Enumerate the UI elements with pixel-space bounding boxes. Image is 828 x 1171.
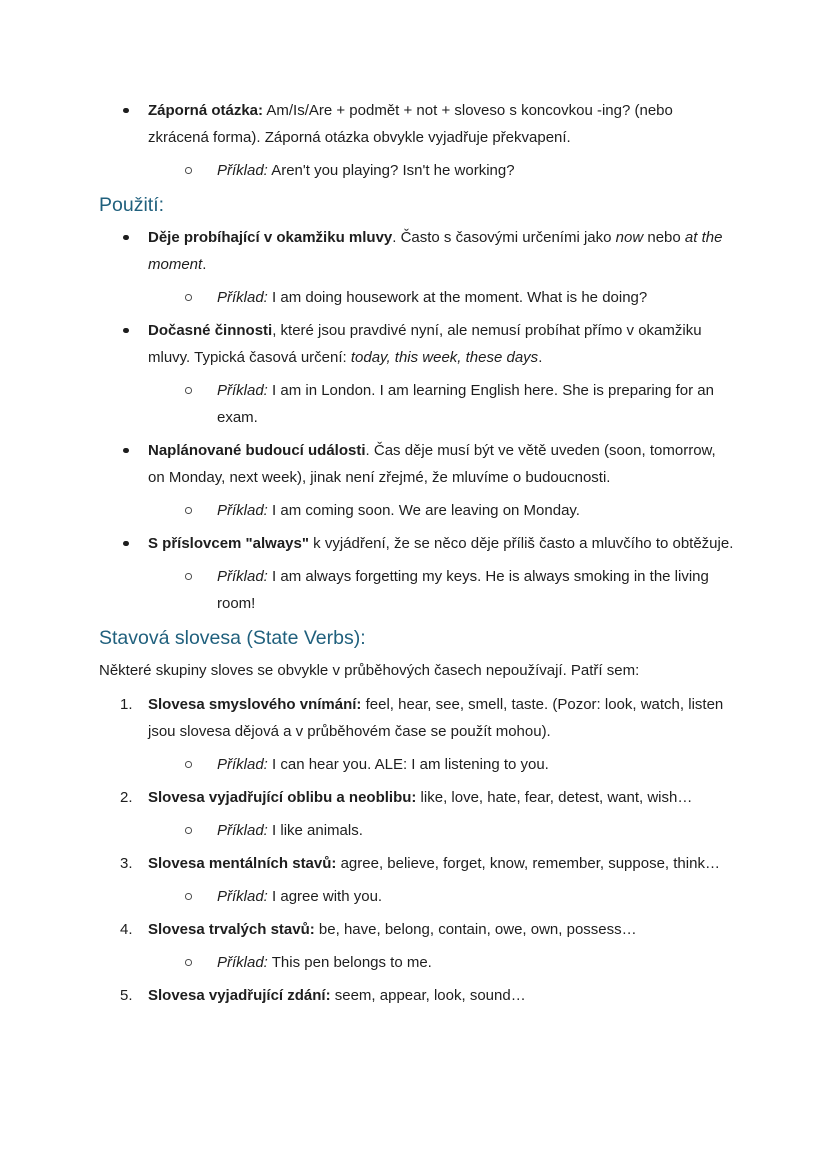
example-item [99, 284, 736, 311]
numbered-text [148, 784, 736, 811]
numbered-item-2 [99, 784, 736, 811]
bullet-item-usage-3 [99, 437, 736, 491]
circle-bullet-icon [185, 883, 217, 900]
example-body: I agree with you. [267, 888, 383, 905]
bullet-item-negative-question [99, 97, 736, 151]
state-verbs-intro: Některé skupiny sloves se obvykle v průběhových časech nepoužívají. Patří sem: [99, 662, 640, 679]
bullet-item-usage-4 [99, 530, 736, 557]
example-body: I am in London. I am learning English here. She is preparing for an exam. [217, 382, 714, 426]
bullet-icon [123, 224, 148, 240]
numbered-text [148, 850, 736, 877]
item-lead: Slovesa vyjadřující zdání: [148, 987, 331, 1004]
item-lead: Dočasné činnosti [148, 322, 273, 339]
section-heading-usage: Použití: [99, 194, 165, 216]
example-body: I like animals. [267, 822, 363, 839]
example-text [217, 817, 736, 844]
circle-bullet-icon [185, 563, 217, 580]
item-lead: Slovesa trvalých stavů: [148, 921, 315, 938]
example-label: Příklad: [217, 289, 268, 306]
item-lead: Záporná otázka: [148, 102, 264, 119]
circle-bullet-icon [185, 949, 217, 966]
example-label: Příklad: [217, 954, 268, 971]
example-item [99, 817, 736, 844]
example-body: I am coming soon. We are leaving on Monday. [267, 502, 580, 519]
item-lead: Slovesa mentálních stavů: [148, 855, 337, 872]
bullet-text [148, 317, 736, 371]
numbered-item-4 [99, 916, 736, 943]
bullet-item-usage-2 [99, 317, 736, 371]
number-label: 1. [120, 696, 133, 713]
item-body: . [202, 256, 207, 273]
bullet-icon [123, 317, 148, 333]
item-lead: Děje probíhající v okamžiku mluvy [148, 229, 393, 246]
item-lead: Slovesa vyjadřující oblibu a neoblibu: [148, 789, 417, 806]
bullet-text [148, 437, 736, 491]
bullet-text [148, 224, 736, 278]
item-body: seem, appear, look, sound… [330, 987, 526, 1004]
item-body: Am/Is/Are + podmět + not + sloveso s koncovkou -ing? (nebo zkrácená forma). Záporná otázka obvykle vyjadřuje překvapení. [148, 102, 673, 146]
example-item [99, 563, 736, 617]
example-item [99, 883, 736, 910]
example-label: Příklad: [217, 382, 268, 399]
item-italic: today, this week, these days [350, 349, 539, 366]
number-label: 3. [120, 855, 133, 872]
numbered-item-3 [99, 850, 736, 877]
example-label: Příklad: [217, 162, 268, 179]
numbered-text [148, 916, 736, 943]
example-item [99, 751, 736, 778]
bullet-text [148, 97, 736, 151]
item-body: like, love, hate, fear, detest, want, wish… [416, 789, 693, 806]
example-text [217, 497, 736, 524]
example-text [217, 284, 736, 311]
example-item [99, 497, 736, 524]
example-text [217, 563, 736, 617]
example-body: I am always forgetting my keys. He is always smoking in the living room! [217, 568, 709, 612]
circle-bullet-icon [185, 497, 217, 514]
circle-bullet-icon [185, 284, 217, 301]
item-italic: at the moment [148, 229, 723, 273]
bullet-text [148, 530, 736, 557]
example-text [217, 157, 736, 184]
numbered-item-5 [99, 982, 736, 1009]
item-body: k vyjádření, že se něco děje příliš často a mluvčího to obtěžuje. [308, 535, 734, 552]
example-item [99, 377, 736, 431]
circle-bullet-icon [185, 817, 217, 834]
example-label: Příklad: [217, 568, 268, 585]
item-body: . [538, 349, 543, 366]
item-body: feel, hear, see, smell, taste. (Pozor: look, watch, listen jsou slovesa dějová a v průběhovém čase se použít mohou). [148, 696, 724, 740]
example-label: Příklad: [217, 502, 268, 519]
numbered-item-1 [99, 691, 736, 745]
example-item [99, 157, 736, 184]
example-label: Příklad: [217, 756, 268, 773]
bullet-icon [123, 97, 148, 113]
example-label: Příklad: [217, 888, 268, 905]
example-text [217, 883, 736, 910]
circle-bullet-icon [185, 751, 217, 768]
item-lead: S příslovcem "always" [148, 535, 309, 552]
item-body: , které jsou pravdivé nyní, ale nemusí probíhat přímo v okamžiku mluvy. Typická časová určení: [148, 322, 702, 366]
bullet-icon [123, 437, 148, 453]
example-text [217, 751, 736, 778]
example-item [99, 949, 736, 976]
section-heading-state-verbs: Stavová slovesa (State Verbs): [99, 627, 366, 649]
item-italic: now [615, 229, 644, 246]
example-label: Příklad: [217, 822, 268, 839]
item-body: nebo [643, 229, 685, 246]
item-lead: Slovesa smyslového vnímání: [148, 696, 362, 713]
example-text [217, 949, 736, 976]
example-body: This pen belongs to me. [267, 954, 432, 971]
bullet-item-usage-1 [99, 224, 736, 278]
example-body: I am doing housework at the moment. What is he doing? [267, 289, 648, 306]
circle-bullet-icon [185, 377, 217, 394]
item-lead: Naplánované budoucí události [148, 442, 366, 459]
numbered-text [148, 982, 736, 1009]
item-body: . Čas děje musí být ve větě uveden (soon, tomorrow, on Monday, next week), jinak není zřejmé, že mluvíme o budoucnosti. [148, 442, 716, 486]
item-body: agree, believe, forget, know, remember, suppose, think… [336, 855, 720, 872]
number-label: 2. [120, 789, 133, 806]
bullet-icon [123, 530, 148, 546]
example-text [217, 377, 736, 431]
item-body: . Často s časovými určeními jako [392, 229, 616, 246]
item-body: be, have, belong, contain, owe, own, possess… [314, 921, 637, 938]
example-body: I can hear you. ALE: I am listening to you. [267, 756, 549, 773]
number-label: 4. [120, 921, 133, 938]
numbered-text [148, 691, 736, 745]
circle-bullet-icon [185, 157, 217, 174]
number-label: 5. [120, 987, 133, 1004]
example-body: Aren't you playing? Isn't he working? [267, 162, 515, 179]
